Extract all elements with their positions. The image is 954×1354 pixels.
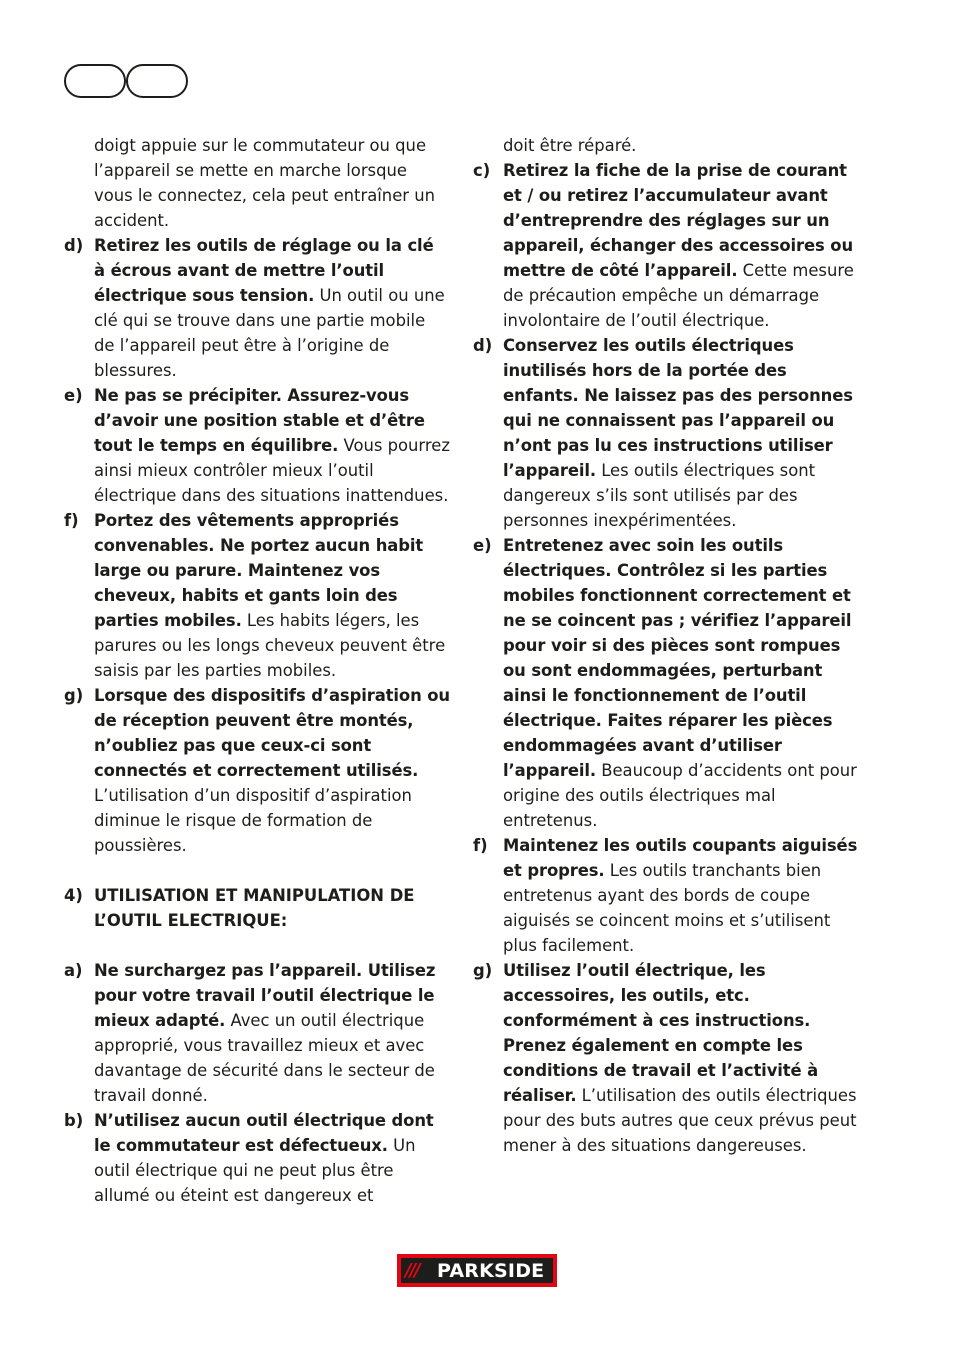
- instruction-g: [64, 683, 450, 858]
- instruction-text: Les habits légers, les parures ou les longs cheveux peuvent être saisis par les parties mobiles.: [94, 611, 446, 680]
- instruction-bold: Ne surchargez pas l’appareil. Utilisez pour votre travail l’outil électrique le mieux adapté.: [94, 961, 436, 1030]
- instruction-text: L’utilisation d’un dispositif d’aspiration diminue le risque de formation de poussières.: [94, 786, 412, 855]
- item-marker: e): [473, 536, 492, 555]
- section-number: 4): [64, 886, 83, 905]
- instruction-bold: Utilisez l’outil électrique, les accessoires, les outils, etc. conformément à ces instructions. Prenez également en compte les conditions de travail et l’activité à réaliser.: [503, 961, 819, 1105]
- instruction-text: Un outil électrique qui ne peut plus être allumé ou éteint est dangereux et: [94, 1136, 416, 1205]
- section-title: UTILISATION ET MANIPULATION DE L’OUTIL ELECTRIQUE:: [94, 886, 415, 930]
- instruction-text: Vous pourrez ainsi mieux contrôler mieux l’outil électrique dans des situations inattendues.: [94, 436, 450, 505]
- instruction-text: Beaucoup d’accidents ont pour origine des outils électriques mal entretenus.: [503, 761, 857, 830]
- item-marker: g): [64, 686, 84, 705]
- instruction-bold: Maintenez les outils coupants aiguisés et propres.: [503, 836, 858, 880]
- instruction-b: [64, 1108, 450, 1208]
- parkside-logo: [397, 1254, 557, 1287]
- logo-brand-text: PARKSIDE: [437, 1260, 545, 1282]
- instruction-bold: Conservez les outils électriques inutilisés hors de la portée des enfants. Ne laissez pas des personnes qui ne connaissent pas l’appareil ou n’ont pas lu ces instructions utiliser l’appareil.: [503, 336, 853, 480]
- instruction-bold: Retirez la fiche de la prise de courant et / ou retirez l’accumulateur avant d’entreprendre des réglages sur un appareil, échanger des accessoires ou mettre de côté l’appareil.: [503, 161, 854, 280]
- item-marker: f): [64, 511, 79, 530]
- item-marker: a): [64, 961, 83, 980]
- instruction-bold: Ne pas se précipiter. Assurez-vous d’avoir une position stable et d’être tout le temps en équilibre.: [94, 386, 425, 455]
- item-marker: e): [64, 386, 83, 405]
- continued-paragraph: doigt appuie sur le commutateur ou que l’appareil se mette en marche lorsque vous le connectez, cela peut entraîner un accident.: [94, 136, 436, 230]
- instruction-bold: Entretenez avec soin les outils électriques. Contrôlez si les parties mobiles fonctionnent correctement et ne se coincent pas ; vérifiez l’appareil pour voir si des pièces sont rompues ou sont endommagées, perturbant ainsi le fonctionnement de l’outil électrique. Faites réparer les pièces endommagées avant d’utiliser l’appareil.: [503, 536, 852, 780]
- instruction-c: [473, 158, 859, 333]
- instruction-a: [64, 958, 450, 1108]
- instruction-text: Avec un outil électrique approprié, vous travaillez mieux et avec davantage de sécurité dans le secteur de travail donné.: [94, 1011, 435, 1105]
- instruction-bold: N’utilisez aucun outil électrique dont le commutateur est défectueux.: [94, 1111, 434, 1155]
- instruction-d: [473, 333, 859, 533]
- language-badges: [64, 64, 190, 98]
- instruction-f: [64, 508, 450, 683]
- instruction-bold: Portez des vêtements appropriés convenables. Ne portez aucun habit large ou parure. Maintenez vos cheveux, habits et gants loin des parties mobiles.: [94, 511, 424, 630]
- instruction-g: [473, 958, 859, 1158]
- item-marker: c): [473, 161, 491, 180]
- language-badge-2: [126, 64, 188, 98]
- instruction-bold: Lorsque des dispositifs d’aspiration ou de réception peuvent être montés, n’oubliez pas que ceux-ci sont connectés et correctement utilisés.: [94, 686, 450, 780]
- language-badge-1: [64, 64, 126, 98]
- logo-plate: [401, 1258, 553, 1283]
- instruction-text: L’utilisation des outils électriques pour des buts autres que ceux prévus peut mener à des situations dangereuses.: [503, 1086, 857, 1155]
- instruction-e: [473, 533, 859, 833]
- instruction-text: Les outils électriques sont dangereux s’ils sont utilisés par des personnes inexpérimentées.: [503, 461, 816, 530]
- instruction-f: [473, 833, 859, 958]
- instruction-text: Un outil ou une clé qui se trouve dans une partie mobile de l’appareil peut être à l’origine de blessures.: [94, 286, 445, 380]
- section-heading: [64, 883, 450, 933]
- instruction-e: [64, 383, 450, 508]
- instruction-bold: Retirez les outils de réglage ou la clé à écrous avant de mettre l’outil électrique sous tension.: [94, 236, 434, 305]
- instruction-text: Les outils tranchants bien entretenus ayant des bords de coupe aiguisés se coincent moins et s’utilisent plus facilement.: [503, 861, 831, 955]
- item-marker: f): [473, 836, 488, 855]
- item-marker: d): [64, 236, 84, 255]
- left-column: [64, 133, 450, 1208]
- item-marker: g): [473, 961, 493, 980]
- item-marker: b): [64, 1111, 84, 1130]
- right-column: [473, 133, 859, 1158]
- instruction-text: Cette mesure de précaution empêche un démarrage involontaire de l’outil électrique.: [503, 261, 854, 330]
- instruction-d: [64, 233, 450, 383]
- logo-slashes: ///: [405, 1260, 419, 1281]
- continued-paragraph: doit être réparé.: [503, 136, 637, 155]
- item-marker: d): [473, 336, 493, 355]
